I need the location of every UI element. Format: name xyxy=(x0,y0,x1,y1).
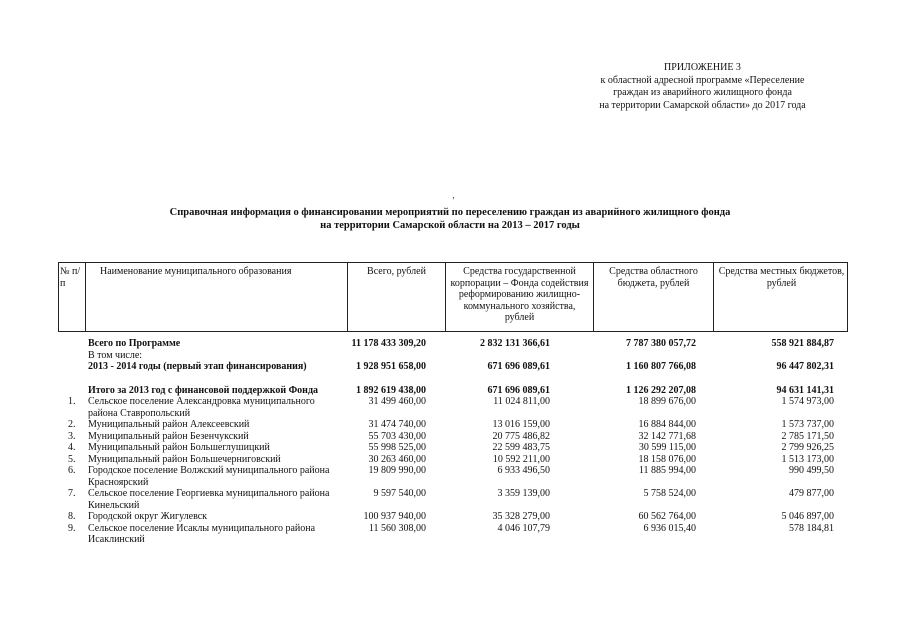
annex-line: к областной адресной программе «Переселение xyxy=(600,74,805,86)
cell-regional: 60 562 764,00 xyxy=(638,511,696,522)
cell-local: 2 799 926,25 xyxy=(781,442,834,453)
cell-regional: 11 885 994,00 xyxy=(638,465,696,476)
table-row xyxy=(58,431,848,443)
cell-regional: 18 899 676,00 xyxy=(638,396,696,407)
cell-local: 1 513 173,00 xyxy=(781,453,834,465)
cell-name: Муниципальный район Безенчукский xyxy=(88,430,249,442)
cell-local: 1 574 973,00 xyxy=(781,396,834,407)
table-row xyxy=(58,511,848,523)
cell-num: 3. xyxy=(68,430,76,442)
table-row xyxy=(58,442,848,454)
cell-num: 4. xyxy=(68,442,76,453)
table-row xyxy=(58,419,848,431)
table-row xyxy=(58,465,848,488)
empty-cell xyxy=(58,350,84,362)
cell-total: 30 263 460,00 xyxy=(368,453,426,465)
cell-num: 6. xyxy=(68,465,76,476)
cell-name: Сельское поселение Георгиевка муниципального района Кинельский xyxy=(88,488,330,511)
empty-cell xyxy=(58,338,84,350)
table-row xyxy=(58,396,848,419)
cell-total: 9 597 540,00 xyxy=(373,488,426,499)
cell-fund: 35 328 279,00 xyxy=(492,511,550,522)
table-body xyxy=(58,338,848,546)
empty-cell xyxy=(58,385,84,397)
summary-row-program xyxy=(58,338,848,350)
cell-fund: 10 592 211,00 xyxy=(492,453,550,465)
header-name: Наименование муниципального образования xyxy=(85,263,347,331)
cell-total: 100 937 940,00 xyxy=(363,511,426,522)
header-regional: Средства областного бюджета, рублей xyxy=(593,263,713,331)
summary-row-stage xyxy=(58,361,848,373)
cell-num: 1. xyxy=(68,396,76,407)
scan-speck: ‚ xyxy=(452,190,455,200)
header-local: Средства местных бюджетов, рублей xyxy=(713,263,849,331)
annex-line: граждан из аварийного жилищного фонда xyxy=(613,87,792,98)
annex-title: ПРИЛОЖЕНИЕ 3 xyxy=(664,62,741,73)
cell-total: 55 703 430,00 xyxy=(368,430,426,442)
cell-local: 558 921 884,87 xyxy=(771,338,834,349)
cell-num: 7. xyxy=(68,488,76,499)
cell-regional: 32 142 771,68 xyxy=(638,430,696,442)
header-num: № п/п xyxy=(60,266,81,289)
header-total: Всего, рублей xyxy=(347,263,445,331)
annex-line: на территории Самарской области» до 2017 года xyxy=(599,99,806,111)
cell-total: 31 474 740,00 xyxy=(368,419,426,430)
cell-fund: 20 775 486,82 xyxy=(492,430,550,442)
cell-fund: 2 832 131 366,61 xyxy=(480,338,550,349)
cell-local: 2 785 171,50 xyxy=(781,430,834,442)
summary-row-2013 xyxy=(58,385,848,397)
cell-local: 990 499,50 xyxy=(789,465,834,476)
cell-name: Сельское поселение Александровка муниципального района Ставропольский xyxy=(88,396,315,419)
table-header xyxy=(58,262,848,332)
including-label: В том числе: xyxy=(88,349,143,361)
cell-fund: 4 046 107,79 xyxy=(497,522,550,534)
table-row xyxy=(58,454,848,466)
row-label: 2013 - 2014 годы (первый этап финансирования) xyxy=(88,361,307,372)
table-row xyxy=(58,488,848,511)
cell-fund: 11 024 811,00 xyxy=(493,396,550,407)
cell-name: Городское поселение Волжский муниципального района Красноярский xyxy=(88,465,330,488)
cell-local: 96 447 802,31 xyxy=(776,361,834,372)
title-line: на территории Самарской области на 2013 – 2017 годы xyxy=(320,220,580,231)
cell-local: 578 184,81 xyxy=(789,522,834,534)
cell-local: 1 573 737,00 xyxy=(781,419,834,430)
cell-local: 5 046 897,00 xyxy=(781,511,834,522)
header-fund: Средства государственной корпорации – Фонда содействия реформированию жилищно-коммунального хозяйства, рублей xyxy=(445,263,593,331)
cell-name: Муниципальный район Алексеевский xyxy=(88,419,250,430)
cell-local: 479 877,00 xyxy=(789,488,834,499)
cell-num: 2. xyxy=(68,419,76,430)
cell-total: 31 499 460,00 xyxy=(368,396,426,407)
cell-fund: 3 359 139,00 xyxy=(497,488,550,499)
title-line: Справочная информация о финансировании мероприятий по переселению граждан из аварийного жилищного фонда xyxy=(169,207,731,218)
cell-name: Сельское поселение Исаклы муниципального района Исаклинский xyxy=(88,522,316,545)
cell-regional: 7 787 380 057,72 xyxy=(626,338,696,349)
cell-name: Муниципальный район Большеглушицкий xyxy=(88,442,270,453)
cell-name: Муниципальный район Большечерниговский xyxy=(88,453,281,465)
cell-total: 1 928 951 658,00 xyxy=(356,361,426,372)
cell-total: 55 998 525,00 xyxy=(368,442,426,453)
cell-total: 19 809 990,00 xyxy=(368,465,426,476)
cell-total: 1 892 619 438,00 xyxy=(356,384,426,396)
cell-fund: 22 599 483,75 xyxy=(492,442,550,453)
cell-regional: 18 158 076,00 xyxy=(638,453,696,465)
cell-total: 11 560 308,00 xyxy=(368,522,426,534)
row-label: Всего по Программе xyxy=(88,338,181,349)
table-row xyxy=(58,523,848,546)
cell-num: 8. xyxy=(68,511,76,522)
empty-cell xyxy=(58,361,84,373)
cell-local: 94 631 141,31 xyxy=(776,384,834,396)
document-title xyxy=(120,206,780,232)
including-row xyxy=(58,350,848,362)
cell-total: 11 178 433 309,20 xyxy=(351,338,426,349)
cell-num: 9. xyxy=(68,522,76,534)
cell-regional: 16 884 844,00 xyxy=(638,419,696,430)
cell-num: 5. xyxy=(68,453,76,465)
cell-fund: 671 696 089,61 xyxy=(487,384,550,396)
cell-regional: 5 758 524,00 xyxy=(643,488,696,499)
cell-name: Городской округ Жигулевск xyxy=(88,511,208,522)
cell-regional: 30 599 115,00 xyxy=(638,442,696,453)
row-label: Итого за 2013 год с финансовой поддержкой Фонда xyxy=(88,384,318,396)
annex-header xyxy=(560,62,845,112)
cell-regional: 6 936 015,40 xyxy=(643,522,696,534)
cell-fund: 6 933 496,50 xyxy=(497,465,550,476)
financing-table xyxy=(58,262,848,546)
cell-regional: 1 160 807 766,08 xyxy=(626,361,696,372)
municipality-rows xyxy=(58,396,848,546)
cell-fund: 671 696 089,61 xyxy=(487,361,550,372)
cell-fund: 13 016 159,00 xyxy=(492,419,550,430)
cell-regional: 1 126 292 207,08 xyxy=(626,384,696,396)
